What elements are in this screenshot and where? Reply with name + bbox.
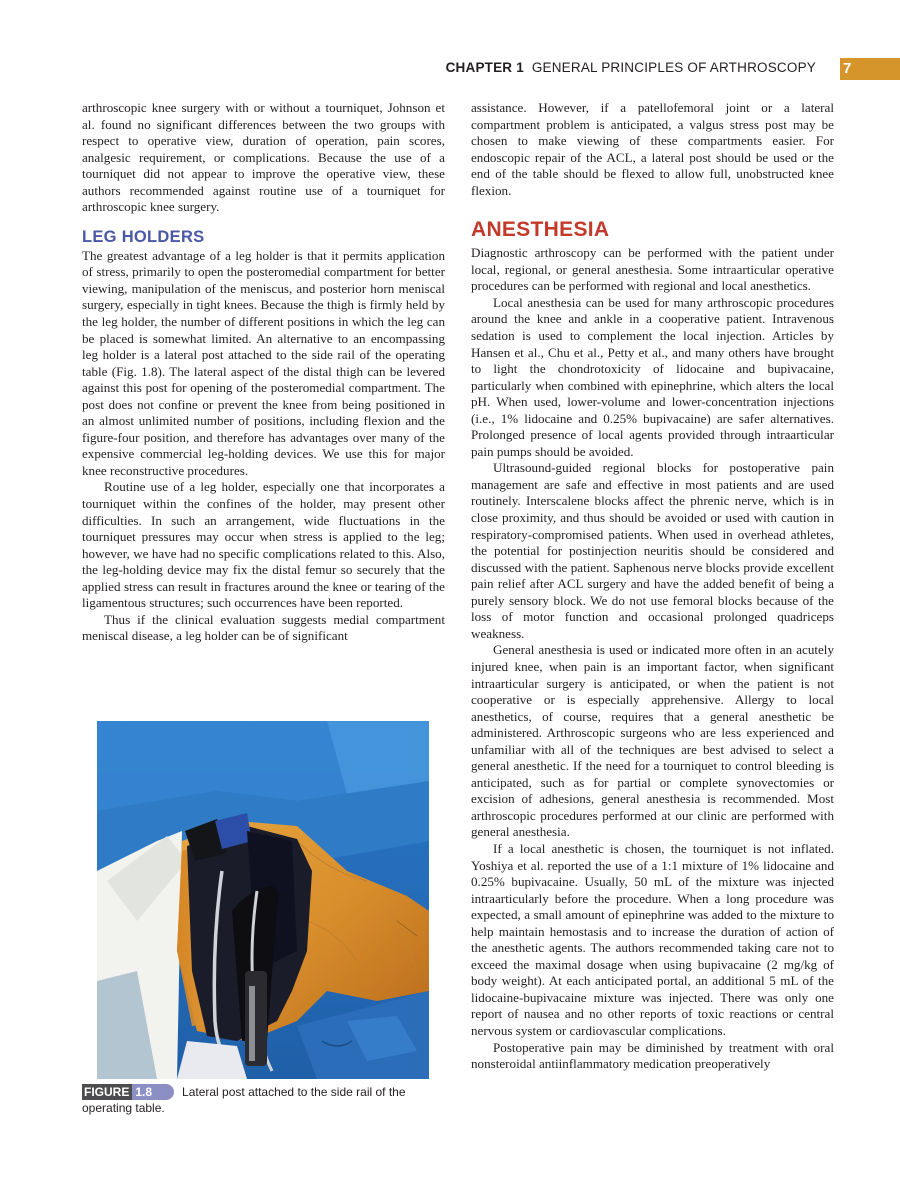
chapter-title: GENERAL PRINCIPLES OF ARTHROSCOPY <box>531 60 816 75</box>
figure-number: 1.8 <box>132 1084 174 1100</box>
figure-photo-lateral-post <box>97 721 429 1079</box>
leg-holders-paragraph-2: Routine use of a leg holder, especially one that incorporates a tourniquet within the confines of the holder, may present other difficulties. In such an arrangement, wide fluctuations in the tourniquet pressures may occur when stress is applied to the leg; however, we have had no specific complications related to this. Also, the leg-holding device may fix the distal femur so securely that the applied stress can result in fractures around the knee or tearing of the ligamentous structures; such occurrences have been reported. <box>82 479 445 611</box>
figure-caption-text: Lateral post attached to the side rail of the operating table. <box>82 1085 406 1115</box>
page-number: 7 <box>843 60 852 77</box>
chapter-label: CHAPTER 1 <box>445 60 524 75</box>
intro-paragraph: arthroscopic knee surgery with or without a tourniquet, Johnson et al. found no significant differences between the two groups with respect to operative view, duration of operation, pain scores, analgesic requirement, or complications. Because the use of a tourniquet did not appear to improve the operative view, these authors recommended against routine use of a tourniquet for arthroscopic knee surgery. <box>82 100 445 215</box>
anesthesia-paragraph-4: General anesthesia is used or indicated more often in an acutely injured knee, when pain is an important factor, when significant intraarticular surgery is anticipated, or when the patient is not cooperative or is especially apprehensive. Allergy to local anesthetics, of course, requires that a general anesthetic be administered. Arthroscopic surgeons who are less experienced and unfamiliar with all of the techniques are best advised to select a general anesthetic. If the need for a tourniquet to control bleeding is anticipated, such as for partial or complete synovectomies or excision of adhesions, general anesthesia is recommended. Most arthroscopic procedures performed at our clinic are performed with general anesthesia. <box>471 642 834 840</box>
right-column <box>471 100 834 1073</box>
anesthesia-heading: ANESTHESIA <box>471 218 610 242</box>
running-head <box>0 58 900 80</box>
surgical-photo-illustration <box>97 721 429 1079</box>
leg-holders-paragraph-3: Thus if the clinical evaluation suggests medial compartment meniscal disease, a leg holder can be of significant <box>82 611 445 644</box>
anesthesia-paragraph-1: Diagnostic arthroscopy can be performed with the patient under local, regional, or general anesthesia. Some intraarticular operative procedures can be performed with regional and local anesthetics. <box>471 245 834 294</box>
figure-badge <box>82 1084 174 1100</box>
figure-label: FIGURE <box>82 1084 132 1100</box>
left-column <box>82 100 445 645</box>
anesthesia-paragraph-5: If a local anesthetic is chosen, the tourniquet is not inflated. Yoshiya et al. reported the use of a 1:1 mixture of 1% lidocaine and 0.25% bupivacaine. Usually, 50 mL of the mixture was injected intraarticularly before the procedure. When a long procedure was expected, a small amount of epinephrine was added to the mixture to help maintain hemostasis and to increase the duration of action of the anesthetic agents. The authors recommended taking care not to exceed the maximal dosage when using bupivacaine (2 mg/kg of body weight). At each anticipated portal, an additional 5 mL of the lidocaine-bupivacaine mixture was injected. There was only one report of nausea and no other reports of toxic reactions or central nervous system or cardiovascular complications. <box>471 840 834 1038</box>
anesthesia-paragraph-2: Local anesthesia can be used for many arthroscopic procedures around the knee and ankle in a cooperative patient. Intravenous sedation is used to complement the local injection. Articles by Hansen et al., Chu et al., Petty et al., and many others have brought to light the chondrotoxicity of lidocaine and bupivacaine, particularly when combined with epinephrine, which alters the local pH. When used, lower-volume and lower-concentration injections (i.e., 1% lidocaine and 0.25% bupivacaine) are safer alternatives. Prolonged presence of local agents provided through intraarticular pain pumps should be avoided. <box>471 294 834 459</box>
leg-holders-paragraph-1: The greatest advantage of a leg holder is that it permits application of stress, primarily to open the posteromedial compartment for better viewing, manipulation of the meniscus, and posterior horn meniscal surgery, especially in tight knees. Because the thigh is firmly held by the leg holder, the number of different positions in which the leg can be placed is somewhat limited. An alternative to an encompassing leg holder is a lateral post attached to the side rail of the operating table (Fig. 1.8). The lateral aspect of the distal thigh can be levered against this post for opening of the posteromedial compartment. The post does not confine or prevent the knee from being positioned in an almost unlimited number of positions, including flexion and the figure-four position, and therefore has advantages over many of the expensive commercial leg-holding devices. We use this for major knee reconstructive procedures. <box>82 247 445 478</box>
leg-holders-heading: LEG HOLDERS <box>82 227 205 246</box>
anesthesia-paragraph-3: Ultrasound-guided regional blocks for postoperative pain management are safe and effective in most patients and are used routinely. Interscalene blocks affect the phrenic nerve, which is in close proximity, and thus should be avoided or used with caution in respiratory-compromised patients. When used in overhead athletes, the potential for postinjection neuritis should be considered and discussed with the patient. Saphenous nerve blocks provide excellent pain relief after ACL surgery and have the added benefit of being a purely sensory block. We do not use femoral blocks because of the loss of motor function and occasional prolonged quadriceps weakness. <box>471 460 834 641</box>
running-head-text <box>446 60 816 75</box>
anesthesia-paragraph-6: Postoperative pain may be diminished by treatment with oral nonsteroidal antiinflammatory medication preoperatively <box>471 1039 834 1072</box>
figure-caption <box>82 1084 445 1116</box>
continuation-paragraph: assistance. However, if a patellofemoral joint or a lateral compartment problem is anticipated, a valgus stress post may be chosen to make viewing of these compartments easier. For endoscopic repair of the ACL, a lateral post should be used or the end of the table should be flexed to allow full, unobstructed knee flexion. <box>471 100 834 198</box>
